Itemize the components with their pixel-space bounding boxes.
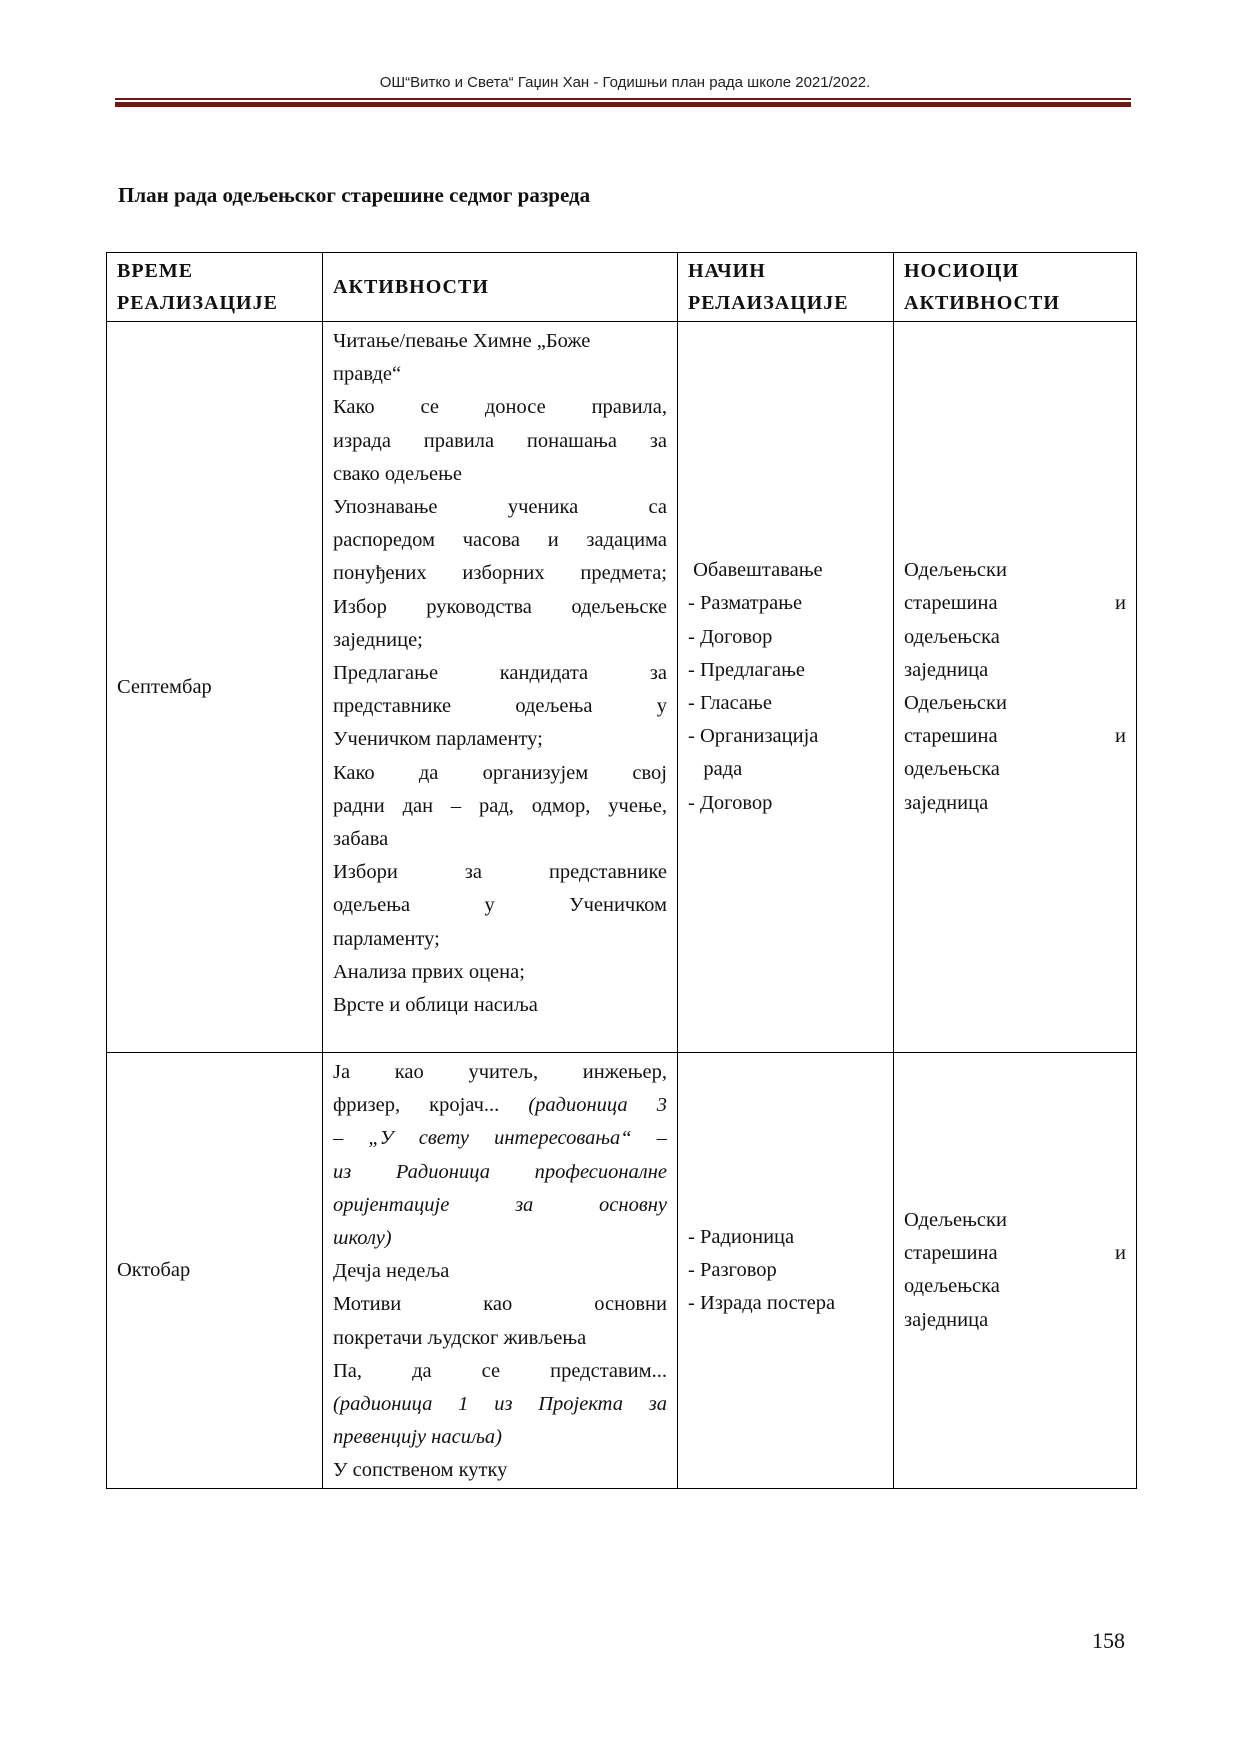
method-line: - Израда постера xyxy=(688,1291,836,1314)
carrier-line: старешина и xyxy=(904,1242,1126,1265)
activity-line xyxy=(333,1189,667,1222)
table-header-row xyxy=(107,253,1137,322)
method-line: - Гласање xyxy=(688,692,772,714)
activities-list xyxy=(333,325,667,1022)
carrier-line: одељењска xyxy=(904,758,1000,781)
activity-line: Мотиви као основни xyxy=(333,1293,667,1316)
carrier-line: заједница xyxy=(904,658,989,681)
method-line: - Договор xyxy=(688,625,773,648)
page-number: 158 xyxy=(1092,1628,1125,1653)
activity-line xyxy=(333,1122,667,1155)
activity-line: забава xyxy=(333,828,389,851)
activity-italic-text: – „У свету интересовања“ – xyxy=(333,1127,667,1150)
activity-line: распоредом часова и задацима xyxy=(333,529,667,552)
activity-line: представнике одељења у xyxy=(333,695,667,718)
carrier-line: Одељењски xyxy=(904,1208,1007,1231)
carriers-cell xyxy=(894,322,1137,1053)
header-rule-thin xyxy=(115,98,1131,100)
carriers-list xyxy=(904,554,1126,820)
carrier-line: заједница xyxy=(904,1308,989,1331)
header-time xyxy=(107,253,323,322)
activity-line: свако одељење xyxy=(333,462,463,485)
header-activities-label: АКТИВНОСТИ xyxy=(333,276,489,298)
activity-italic-text: (радионица 1 из Пројекта за xyxy=(333,1393,667,1416)
activity-line: У сопственом кутку xyxy=(333,1459,508,1482)
activity-line: Читање/певање Химне „Боже xyxy=(333,330,591,352)
carriers-cell xyxy=(894,1053,1137,1489)
time-cell: Септембар xyxy=(107,322,323,1053)
carrier-line: одељењска xyxy=(904,1275,1000,1298)
time-cell: Октобар xyxy=(107,1053,323,1489)
activities-cell xyxy=(323,1053,678,1489)
method-cell xyxy=(678,322,894,1053)
carrier-line: Одељењски xyxy=(904,559,1007,582)
header-carriers xyxy=(894,253,1137,322)
header-carriers-line2: АКТИВНОСТИ xyxy=(904,292,1060,314)
activity-line: одељења у Ученичком xyxy=(333,894,667,917)
method-line: - Договор xyxy=(688,791,773,814)
header-rule-thick xyxy=(115,102,1131,107)
table-row-september xyxy=(107,322,1137,1053)
activity-line: Предлагање кандидата за xyxy=(333,662,667,685)
header-method xyxy=(678,253,894,322)
carriers-list xyxy=(904,1204,1126,1337)
activity-line: Анализа првих оцена; xyxy=(333,960,525,983)
activity-line: парламенту; xyxy=(333,927,440,950)
table-row-october xyxy=(107,1053,1137,1489)
running-header: ОШ“Витко и Света“ Гаџин Хан - Годишњи план рада школе 2021/2022. xyxy=(379,74,871,91)
method-line: - Радионица xyxy=(688,1225,795,1248)
activity-italic-text: (радионица 3 xyxy=(528,1094,667,1117)
carrier-line: старешина и xyxy=(904,592,1126,615)
header-activities xyxy=(323,253,678,322)
activities-cell xyxy=(323,322,678,1053)
activity-line: Како да организујем свој xyxy=(333,761,667,784)
activities-list xyxy=(333,1056,667,1488)
activity-line: Како се доносе правила, xyxy=(333,396,667,419)
method-line: рада xyxy=(688,758,743,781)
activity-line: Избор руководства одељењске xyxy=(333,595,667,618)
carrier-line: Одељењски xyxy=(904,692,1007,714)
method-list xyxy=(688,554,883,820)
activity-italic-text: школу) xyxy=(333,1227,392,1250)
carrier-line: заједница xyxy=(904,791,989,814)
activity-line: заједнице; xyxy=(333,628,423,651)
activity-line: Упознавање ученика са xyxy=(333,496,667,519)
method-cell xyxy=(678,1053,894,1489)
activity-line: радни дан – рад, одмор, учење, xyxy=(333,794,667,817)
method-line: - Организација xyxy=(688,725,819,748)
activity-line xyxy=(333,1421,667,1454)
header-carriers-line1: НОСИОЦИ xyxy=(904,260,1020,282)
header-method-line2: РЕЛАИЗАЦИЈЕ xyxy=(688,292,849,314)
carrier-line: старешина и xyxy=(904,725,1126,748)
header-method-line1: НАЧИН xyxy=(688,260,766,282)
activity-line: Ја као учитељ, инжењер, xyxy=(333,1061,667,1083)
activity-italic-text: превенцију насиља) xyxy=(333,1426,502,1449)
activity-line: Ученичком парламенту; xyxy=(333,728,543,751)
method-line: Обавештавање xyxy=(688,559,823,582)
activity-line: Врсте и облици насиља xyxy=(333,994,538,1017)
activity-line: понуђених изборних предмета; xyxy=(333,562,667,585)
activity-line: Па, да се представим... xyxy=(333,1359,667,1382)
activity-italic-text: из Радионица професионалне xyxy=(333,1160,667,1183)
method-line: - Предлагање xyxy=(688,658,806,681)
activity-line: Избори за представнике xyxy=(333,861,667,884)
method-line: - Разговор xyxy=(688,1258,777,1281)
method-list xyxy=(688,1221,883,1321)
activity-line xyxy=(333,1222,667,1255)
activity-line: покретачи људског живљења xyxy=(333,1326,587,1349)
activity-line: Дечја недеља xyxy=(333,1260,450,1283)
activity-line: израда правила понашања за xyxy=(333,429,667,452)
activity-line xyxy=(333,1156,667,1189)
carrier-line: одељењска xyxy=(904,625,1000,648)
activity-italic-text: оријентације за основну xyxy=(333,1193,667,1216)
activity-line xyxy=(333,1388,667,1421)
header-time-line2: РЕАЛИЗАЦИЈЕ xyxy=(117,292,278,314)
header-time-line1: ВРЕМЕ xyxy=(117,260,194,282)
method-line: - Разматрање xyxy=(688,592,803,615)
plan-table xyxy=(106,252,1137,1489)
section-title: План рада одељењског старешине седмог разреда xyxy=(118,183,591,207)
activity-line: фризер, кројач... (радионица 3 xyxy=(333,1094,667,1117)
activity-line: правде“ xyxy=(333,363,402,386)
